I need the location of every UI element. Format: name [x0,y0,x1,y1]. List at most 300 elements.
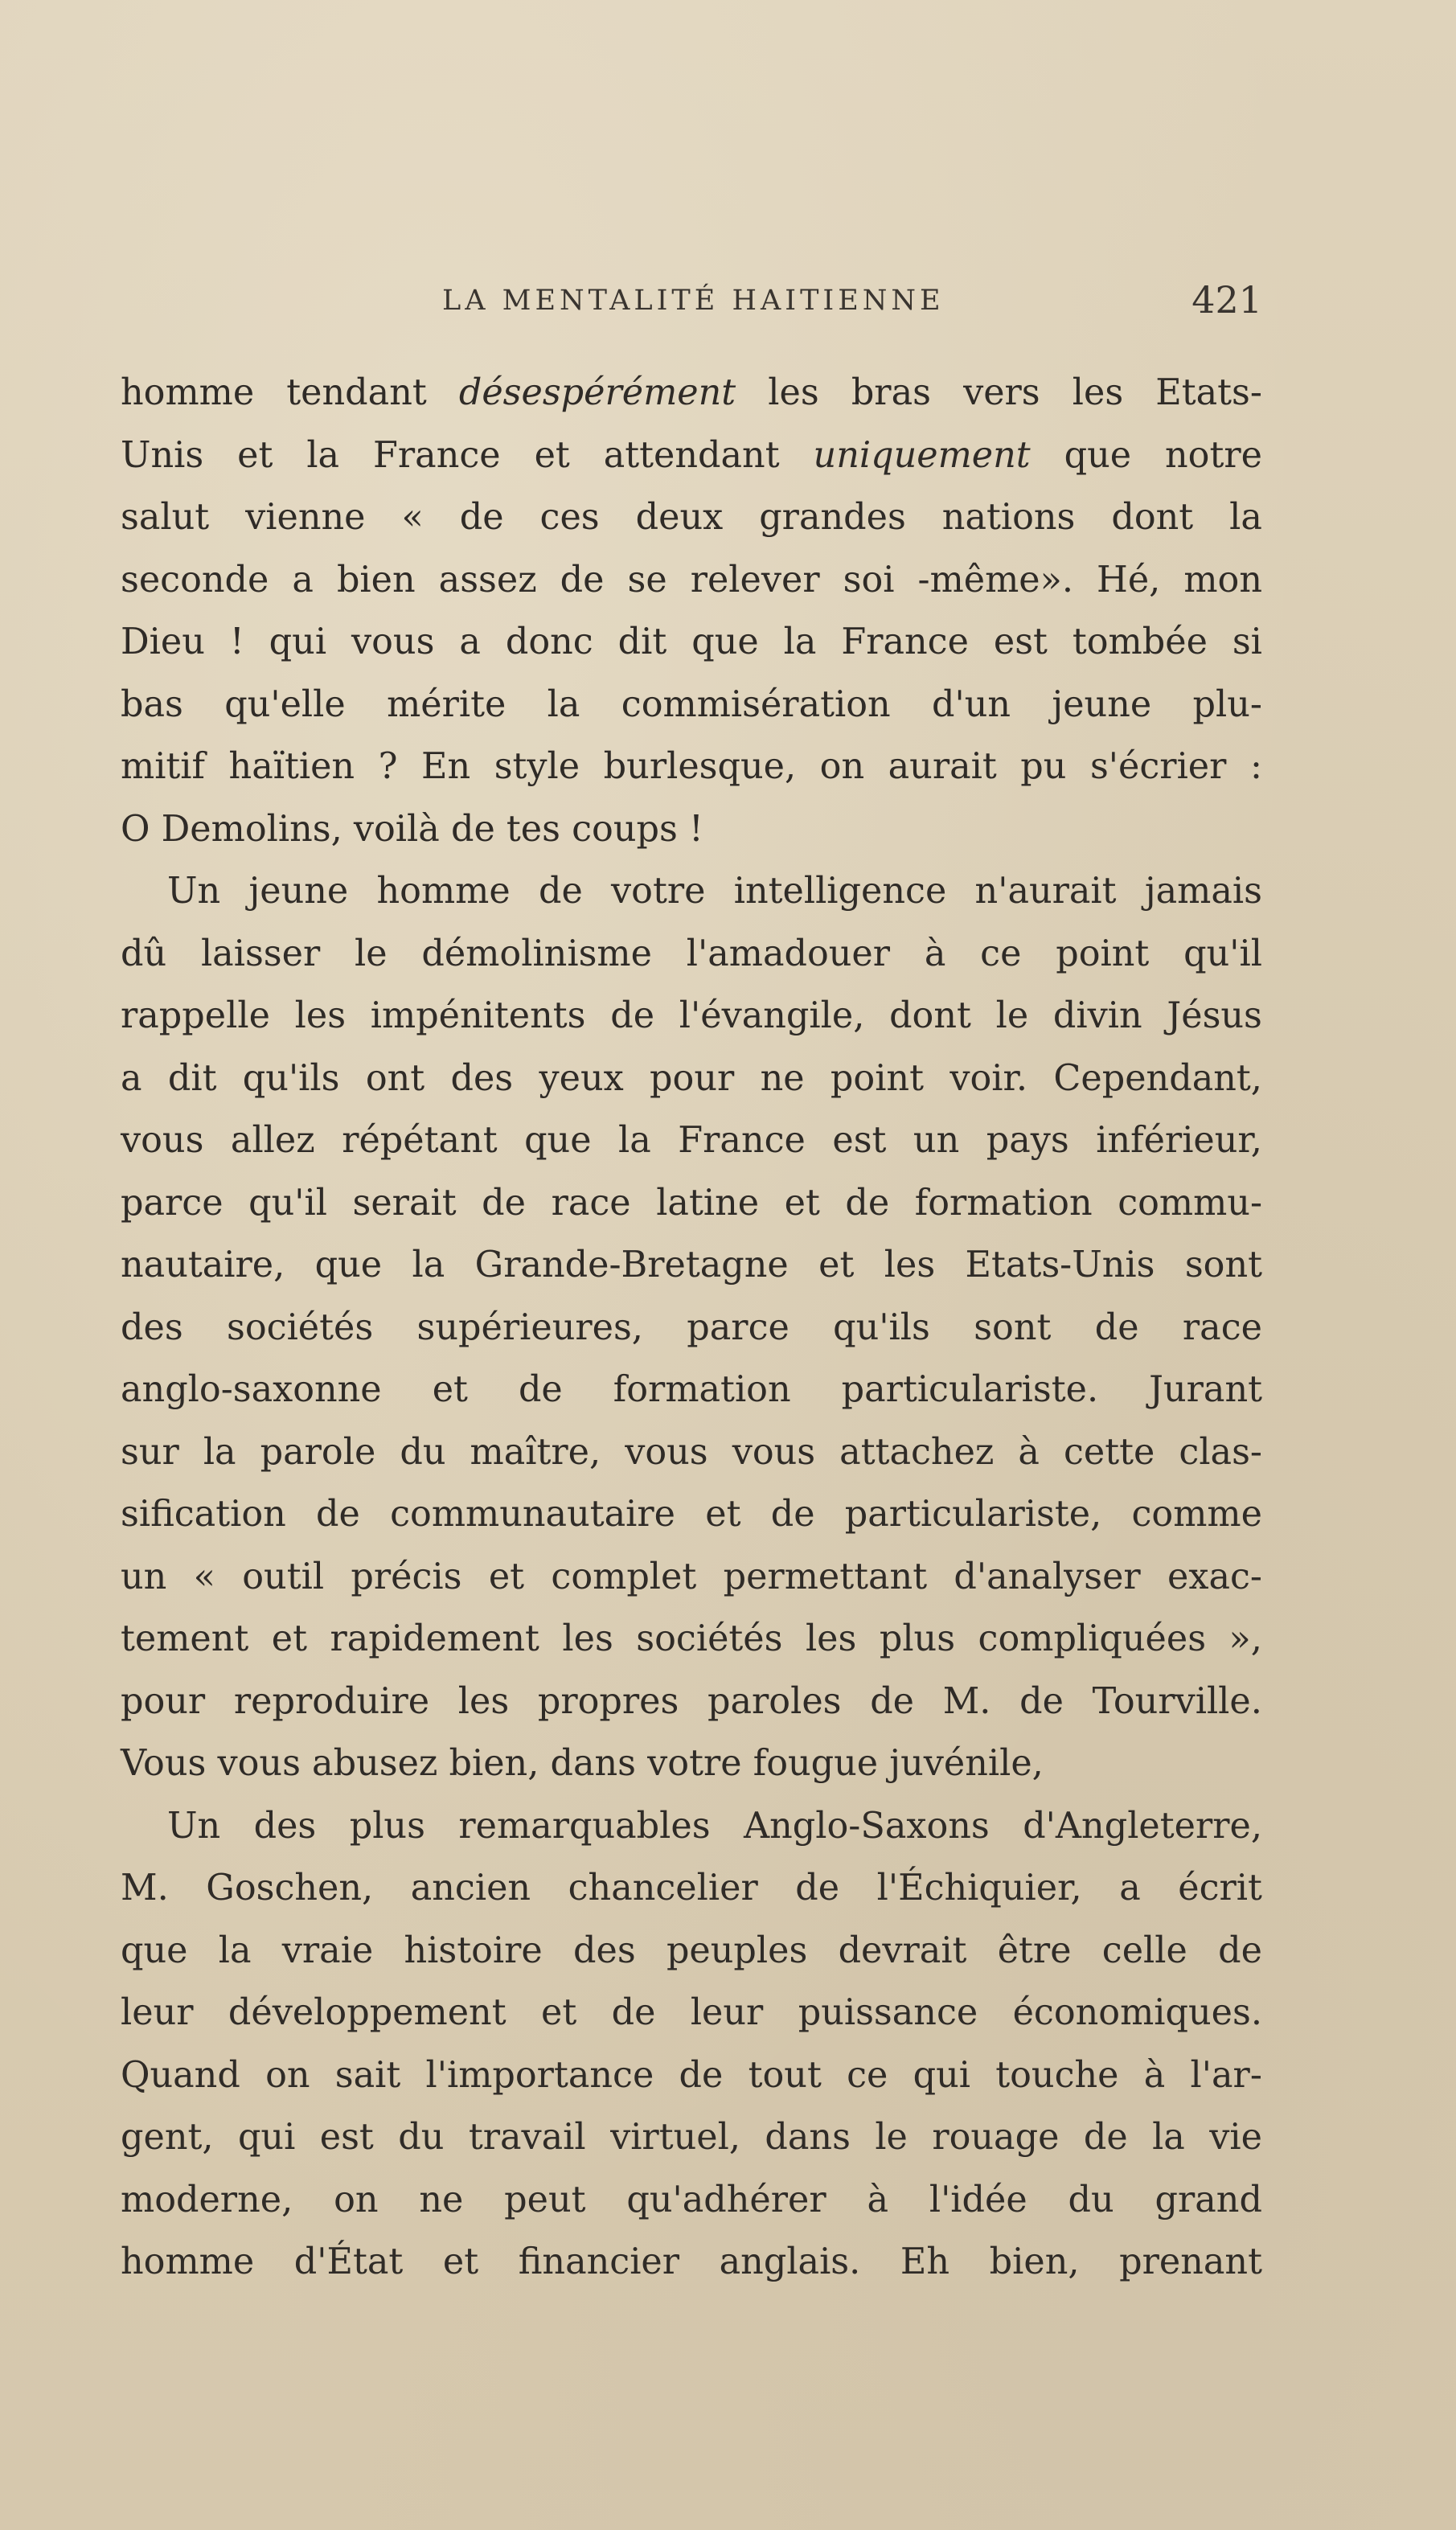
text-line [121,611,1262,674]
text-line [121,1297,1262,1359]
word: », [1228,1618,1262,1659]
word: du [1068,2179,1114,2220]
word: sur [121,1431,179,1473]
word: et [540,1992,577,2033]
word: le [995,995,1029,1036]
word: attendant [603,434,780,476]
word: qui [237,2117,296,2158]
word: « [401,497,424,538]
word: grandes [759,497,906,538]
word: puissance [798,1992,978,2033]
word: la [412,1244,445,1286]
word: écrit [1178,1868,1262,1909]
text-line [121,2106,1262,2169]
word: Tourville. [1092,1680,1262,1722]
word: vraie [281,1929,374,1971]
text-line [121,1920,1262,1983]
word: maître, [470,1431,601,1473]
word: salut [121,497,210,538]
emphasized-word: désespérément [458,372,736,413]
word: Cependant, [1053,1057,1262,1099]
word: prenant [1119,2241,1262,2282]
word: formation [914,1182,1093,1224]
word: démolinisme [421,933,652,974]
word: ! [229,621,244,662]
word: a [292,559,314,601]
text-line [121,1109,1262,1172]
word: des [253,1805,317,1847]
word: l'évangile, [679,995,865,1036]
word: vous [625,1431,708,1473]
word: de [611,1992,656,2033]
word: M. [121,1868,169,1909]
word: soi [843,559,895,601]
word: est [319,2117,374,2158]
word: complet [551,1556,697,1597]
word: sont [1184,1244,1262,1286]
text-line [121,1608,1262,1671]
word: de [795,1868,840,1909]
word: Etats- [1155,372,1262,413]
word: propres [537,1680,679,1722]
word: développement [228,1992,507,2033]
word: nations [941,497,1076,538]
word: vous [121,1120,204,1161]
word: la [618,1120,651,1161]
text-line [121,860,1262,923]
word: yeux [539,1057,624,1099]
word: à [1018,1431,1040,1473]
text-line [121,362,1262,424]
word: homme [121,2241,255,2282]
emphasized-word: uniquement [813,434,1031,476]
word: dont [1111,497,1194,538]
word: laisser [200,933,321,974]
word: bras [851,372,931,413]
word: dont [889,995,971,1036]
running-head [121,280,1262,320]
page-number: 421 [1191,278,1262,322]
word: dû [121,933,167,974]
word: compliquées [978,1618,1207,1659]
word: impénitents [370,995,586,1036]
word: relever [690,559,820,601]
word: à [867,2179,889,2220]
word: grand [1155,2179,1262,2220]
word: les [768,372,819,413]
word: formation [613,1369,791,1410]
word: le [875,2117,908,2158]
word: parole [260,1431,376,1473]
word: dit [617,621,667,662]
word: bien, [989,2241,1080,2282]
text-line [121,549,1262,612]
word: et [432,1369,468,1410]
word: on [334,2179,379,2220]
word: l'idée [929,2179,1027,2220]
word: d'Angleterre, [1023,1805,1262,1847]
word: histoire [404,1929,543,1971]
word: sait [334,2054,401,2096]
word: vienne [245,497,366,538]
text-line [121,798,1262,861]
word: exac- [1167,1556,1262,1597]
word: commisération [621,683,891,725]
word: rapidement [330,1618,539,1659]
word: et [442,2241,479,2282]
text-line [121,736,1262,798]
word: de [770,1494,815,1535]
word: France [841,621,969,662]
word: touche [995,2054,1119,2096]
word: qu'ils [833,1306,930,1348]
word: tement [121,1618,249,1659]
text-line [121,1795,1262,1858]
text-line [121,1857,1262,1920]
word: votre [611,871,706,912]
word: haïtien [228,746,355,787]
text-line [121,1359,1262,1421]
word: mon [1183,559,1262,601]
word: donc [505,621,593,662]
text-line [121,2044,1262,2107]
word: outil [242,1556,325,1597]
word: de [482,1182,526,1224]
word: que [524,1120,592,1161]
word: cette [1064,1431,1155,1473]
word: M. [942,1680,991,1722]
word: supérieures, [416,1306,643,1348]
word: l'Échiquier, [876,1868,1082,1909]
word: pour [650,1057,735,1099]
word: et [534,434,570,476]
word: de [870,1680,915,1722]
word: ces [539,497,600,538]
word: que [121,1929,188,1971]
word: de [459,497,504,538]
word: et [237,434,273,476]
text-line [121,1421,1262,1484]
word: latine [656,1182,760,1224]
word: celle [1101,1929,1187,1971]
word: de [679,2054,724,2096]
word: Un [167,1805,221,1847]
word: le [355,933,388,974]
word: comme [1131,1494,1262,1535]
text-line [121,486,1262,549]
word: particulariste, [844,1494,1102,1535]
word: à [1143,2054,1166,2096]
word: les [884,1244,936,1286]
word: d'un [932,683,1011,725]
text-line [121,1671,1262,1733]
word: divin [1052,995,1142,1036]
word: répétant [342,1120,498,1161]
word: Anglo-Saxons [744,1805,990,1847]
word: la [1152,2117,1185,2158]
word: chancelier [568,1868,758,1909]
word: permettant [723,1556,928,1597]
word: d'analyser [954,1556,1141,1597]
word: plu- [1192,683,1262,725]
word: France [373,434,501,476]
word: du [398,2117,445,2158]
word: de [610,995,655,1036]
word: attachez [839,1431,995,1473]
word: point [1056,933,1150,974]
body-text [121,362,1262,2294]
word: pays [986,1120,1069,1161]
word: des [450,1057,514,1099]
word: et [818,1244,855,1286]
word: a [121,1057,142,1099]
word: ne [760,1057,805,1099]
word: intelligence [733,871,947,912]
word: -même». [917,559,1074,601]
word: reproduire [233,1680,430,1722]
word: de [1019,1680,1064,1722]
word: remarquables [458,1805,711,1847]
word: Etats-Unis [965,1244,1155,1286]
word: France [678,1120,806,1161]
word: Jésus [1167,995,1262,1036]
word: les [1072,372,1124,413]
word: homme [376,871,511,912]
word: qu'il [248,1182,327,1224]
word: communautaire [390,1494,675,1535]
word: de [560,559,605,601]
word: parce [121,1182,224,1224]
word: les [562,1618,613,1659]
word: rappelle [121,995,270,1036]
word: l'importance [425,2054,654,2096]
word: moderne, [121,2179,293,2220]
word: Goschen, [206,1868,374,1909]
word: Hé, [1097,559,1161,601]
word: et [705,1494,741,1535]
word: l'amadouer [686,933,891,974]
word: s'écrier [1089,746,1227,787]
word: économiques. [1012,1992,1262,2033]
word: plus [349,1805,425,1847]
word: de [845,1182,890,1224]
text-line [121,1483,1262,1546]
word: particulariste. [841,1369,1099,1410]
word: homme [121,372,255,413]
word: sont [974,1306,1052,1348]
text-line [121,985,1262,1048]
text-line [121,1234,1262,1297]
word: des [573,1929,636,1971]
word: inférieur, [1096,1120,1262,1161]
word: précis [351,1556,462,1597]
word: voir. [949,1057,1028,1099]
word: Dieu [121,621,205,662]
word: tombée [1072,621,1208,662]
word: ne [419,2179,464,2220]
word: Eh [900,2241,950,2282]
word: d'État [293,2241,404,2282]
word: anglo-saxonne [121,1369,382,1410]
word: la [218,1929,252,1971]
word: seconde [121,559,269,601]
word: dans [765,2117,851,2158]
text-line [121,2231,1262,2294]
word: virtuel, [610,2117,740,2158]
text-line [121,424,1262,487]
word: est [832,1120,887,1161]
word: de [316,1494,360,1535]
word: et [271,1618,307,1659]
text-line [121,1546,1262,1609]
word: Jurant [1149,1369,1262,1410]
word: nautaire, [121,1244,285,1286]
word: vous [351,621,435,662]
word: Vous vous abusez bien, dans votre fougue juvénile, [121,1743,1044,1784]
word: deux [635,497,724,538]
word: burlesque, [603,746,797,787]
word: de [1218,1929,1262,1971]
text-line [121,1982,1262,2044]
word: de [1094,1306,1139,1348]
word: un [121,1556,167,1597]
word: de [538,871,583,912]
text-line [121,674,1262,736]
word: qu'adhérer [626,2179,826,2220]
word: la [1229,497,1262,538]
word: les [294,995,347,1036]
word: rouage [932,2117,1060,2158]
word: « [193,1556,215,1597]
word: Unis [121,434,204,476]
word: qu'ils [242,1057,340,1099]
word: dit [167,1057,217,1099]
word: des [121,1306,183,1348]
word: ce [847,2054,888,2096]
word: travail [468,2117,586,2158]
word: pour [121,1680,206,1722]
word: et [784,1182,820,1224]
word: de [1083,2117,1128,2158]
word: on [265,2054,310,2096]
word: peut [504,2179,586,2220]
word: jamais [1144,871,1262,912]
word: notre [1165,434,1262,476]
word: la [306,434,340,476]
running-title: LA MENTALITÉ HAITIENNE [442,285,945,317]
word: a [459,621,481,662]
word: ? [378,746,398,787]
word: leur [121,1992,194,2033]
word: et [488,1556,525,1597]
word: leur [690,1992,764,2033]
word: aurait [888,746,997,787]
word: sification [121,1494,286,1535]
word: sociétés [227,1306,374,1348]
word: du [400,1431,446,1473]
word: est [993,621,1048,662]
word: jeune [248,871,349,912]
word: que [691,621,759,662]
word: vous [732,1431,816,1473]
word: de [518,1369,563,1410]
word: n'aurait [974,871,1117,912]
word: que [1064,434,1132,476]
word: devrait [838,1929,967,1971]
word: qui [913,2054,970,2096]
word: sociétés [636,1618,783,1659]
word: les [457,1680,510,1722]
word: En [421,746,471,787]
text-line [121,923,1262,986]
word: tendant [286,372,427,413]
text-line [121,1048,1262,1110]
text-line [121,1172,1262,1235]
word: financier [518,2241,680,2282]
word: bas [121,683,183,725]
word: Grande-Bretagne [474,1244,789,1286]
word: les [805,1618,857,1659]
word: à [924,933,946,974]
word: serait [352,1182,457,1224]
word: ancien [410,1868,531,1909]
text-line [121,2169,1262,2232]
word: point [830,1057,924,1099]
word: mitif [121,746,206,787]
word: un [913,1120,960,1161]
word: Un [167,871,221,912]
word: se [627,559,667,601]
word: qui [269,621,327,662]
word: O Demolins, voilà de tes coups ! [121,808,703,850]
word: la [203,1431,236,1473]
word: l'ar- [1190,2054,1262,2096]
word: style [494,746,580,787]
word: paroles [707,1680,842,1722]
word: commu- [1118,1182,1262,1224]
word: qu'il [1183,933,1262,974]
word: : [1249,746,1262,787]
word: vers [963,372,1040,413]
word: plus [879,1618,956,1659]
word: mérite [387,683,507,725]
word: que [314,1244,383,1286]
word: la [547,683,580,725]
word: a [1119,1868,1141,1909]
word: ce [980,933,1022,974]
word: peuples [666,1929,808,1971]
word: race [1182,1306,1262,1348]
word: clas- [1179,1431,1262,1473]
text-line [121,1732,1262,1795]
word: la [783,621,817,662]
word: tout [748,2054,822,2096]
word: race [551,1182,631,1224]
word: bien [336,559,416,601]
word: ont [365,1057,425,1099]
word: si [1232,621,1262,662]
word: anglais. [719,2241,861,2282]
word: Quand [121,2054,240,2096]
word: parce [687,1306,790,1348]
word: être [997,1929,1072,1971]
word: jeune [1052,683,1152,725]
word: vie [1209,2117,1262,2158]
word: gent, [121,2117,214,2158]
word: on [819,746,865,787]
word: pu [1020,746,1067,787]
word: allez [230,1120,315,1161]
